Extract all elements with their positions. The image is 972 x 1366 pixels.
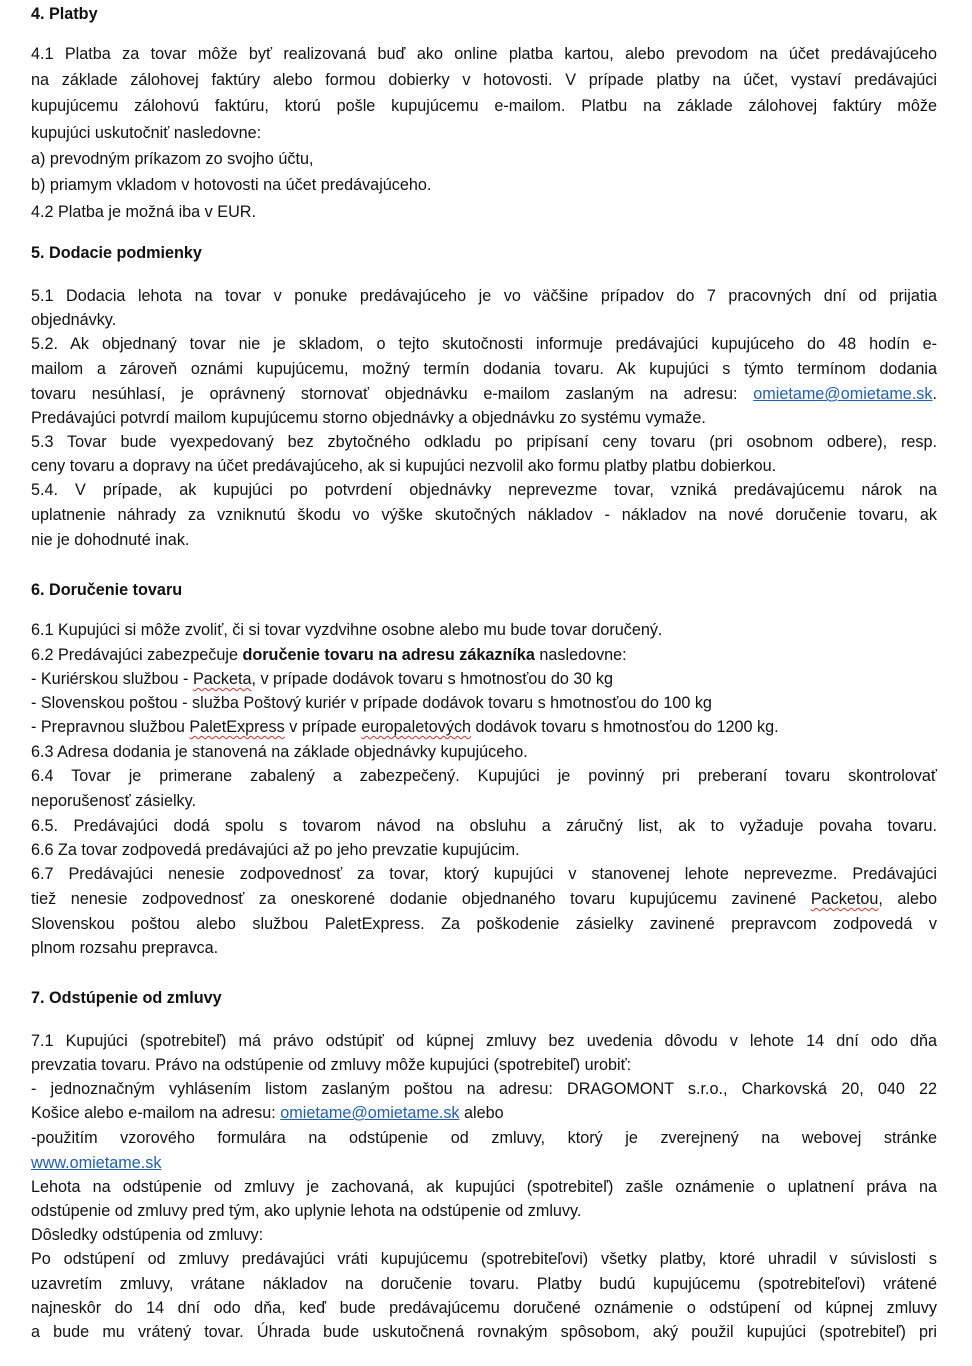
paragraph-line: Dôsledky odstúpenia od zmluvy: [31,1226,264,1244]
text-run: dodávok tovaru s hmotnosťou do 1200 kg. [471,718,779,736]
paragraph-line [31,643,937,667]
text-run: 6.2 Predávajúci zabezpečuje [31,646,243,664]
text-run: nasledovne: [534,646,627,664]
paragraph-line: Predávajúci potvrdí mailom kupujúcemu storno objednávky a objednávku zo systému vymaže. [31,409,706,427]
section-6-heading: 6. Doručenie tovaru [31,581,183,599]
paragraph-line: mailom a zároveň oznámi kupujúcemu, možný termín dodania tovaru. Ak kupujúci s týmto termínom dodania [31,360,937,378]
spellcheck-word: PaletExpress [189,718,285,736]
text-run: - Kuriérskou službou - [31,670,193,688]
paragraph-line: 6.1 Kupujúci si môže zvoliť, či si tovar vyzdvihne osobne alebo mu bude tovar doručený. [31,621,663,639]
bold-text: doručenie tovaru na adresu zákazníka [242,646,535,664]
paragraph-line: b) priamym vkladom v hotovosti na účet predávajúceho. [31,176,432,194]
paragraph-line [31,887,937,911]
paragraph-line: objednávky. [31,311,117,329]
paragraph-line: Slovenskou poštou alebo službou PaletExpress. Za poškodenie zásielky zavinené prepravcom zodpovedá v [31,915,937,933]
paragraph-line: 5.3 Tovar bude vyexpedovaný bez zbytočného odkladu po pripísaní ceny tovaru (pri osobnom odbere), resp. [31,433,937,451]
spellcheck-word: Packetou [810,890,879,908]
paragraph-line: a) prevodným príkazom zo svojho účtu, [31,150,314,168]
email-link[interactable]: omietame@omietame.sk [280,1104,460,1122]
section-7-heading: 7. Odstúpenie od zmluvy [31,989,222,1007]
spellcheck-word: Packeta [192,670,252,688]
spellcheck-word: europaletových [361,718,472,736]
paragraph-line: 6.5. Predávajúci dodá spolu s tovarom návod na obsluhu a záručný list, ak to vyžaduje povaha tovaru. [31,817,937,835]
paragraph-line: neporušenosť zásielky. [31,792,197,810]
paragraph-line: 4.1 Platba za tovar môže byť realizovaná buď ako online platba kartou, alebo prevodom na účet predávajúceho [31,45,937,63]
list-item: - Slovenskou poštou - služba Poštový kuriér v prípade dodávok tovaru s hmotnosťou do 100 kg [31,694,712,712]
paragraph-line: kupujúcemu zálohovú faktúru, ktorú pošle kupujúcemu e-mailom. Platbu na základe zálohovej faktúry môže [31,97,937,115]
paragraph-line: 5.2. Ak objednaný tovar nie je skladom, o tejto skutočnosti informuje predávajúci kupujúceho do 48 hodín e- [31,335,937,353]
section-5-heading: 5. Dodacie podmienky [31,244,202,262]
text-run: . [932,385,937,403]
paragraph-line: 6.3 Adresa dodania je stanovená na základe objednávky kupujúceho. [31,743,528,761]
paragraph-line: Po odstúpení od zmluvy predávajúci vráti kupujúcemu (spotrebiteľovi) všetky platby, ktoré uhradil v súvislosti s [31,1250,937,1268]
paragraph-line: 4.2 Platba je možná iba v EUR. [31,203,256,221]
paragraph-line: najneskôr do 14 dní odo dňa, keď bude predávajúcemu doručené oznámenie o odstúpení od kúpnej zmluvy [31,1299,937,1317]
text-run: , alebo [878,890,937,908]
text-run: , v prípade dodávok tovaru s hmotnosťou do 30 kg [251,670,613,688]
paragraph-line [31,1101,937,1125]
paragraph-line: uplatnenie náhrady za vzniknutú škodu vo výške skutočných nákladov - nákladov na nové doručenie tovaru, ak [31,506,937,524]
paragraph-line: 5.1 Dodacia lehota na tovar v ponuke predávajúceho je vo väčšine prípadov do 7 pracovných dní od prijatia [31,287,937,305]
paragraph-line: 6.7 Predávajúci nenesie zodpovednosť za tovar, ktorý kupujúci v stanovenej lehote neprevezme. Predávajúci [31,865,937,883]
text-run: tovaru nesúhlasí, je oprávnený stornovať objednávku e-mailom zaslaným na adresu: [31,385,754,403]
section-4-heading: 4. Platby [31,5,98,23]
paragraph-line: plnom rozsahu prepravca. [31,939,219,957]
text-run: - Prepravnou službou [31,718,190,736]
paragraph-line: prevzatia tovaru. Právo na odstúpenie od zmluvy môže kupujúci (spotrebiteľ) urobiť: [31,1056,632,1074]
paragraph-line: uzavretím zmluvy, vrátane nákladov na doručenie tovaru. Platby budú kupujúcemu (spotrebiteľovi) vrátené [31,1275,937,1293]
list-item [31,715,937,739]
email-link[interactable]: omietame@omietame.sk [753,385,933,403]
paragraph-line: Lehota na odstúpenie od zmluvy je zachovaná, ak kupujúci (spotrebiteľ) zašle oznámenie o uplatnení práva na [31,1178,937,1196]
list-item [31,667,937,691]
paragraph-line: a bude mu vrátený tovar. Úhrada bude uskutočnená rovnakým spôsobom, aký použil kupujúci (spotrebiteľ) pri [31,1323,937,1341]
website-link[interactable]: www.omietame.sk [31,1154,162,1172]
text-run: v prípade [284,718,362,736]
paragraph-line: ceny tovaru a dopravy na účet predávajúceho, ak si kupujúci nezvolil ako formu platby platbu dobierkou. [31,457,777,475]
paragraph-line [31,382,937,406]
paragraph-line: kupujúci uskutočniť nasledovne: [31,124,262,142]
paragraph-line [31,1151,937,1175]
text-run: alebo [459,1104,504,1122]
paragraph-line: 6.6 Za tovar zodpovedá predávajúci až po jeho prevzatie kupujúcim. [31,841,520,859]
text-run: tiež nenesie zodpovednosť za oneskorené dodanie objednaného tovaru kupujúcemu zavinené [31,890,811,908]
paragraph-line: -použitím vzorového formulára na odstúpenie od zmluvy, ktorý je zverejnený na webovej stránke [31,1129,937,1147]
paragraph-line: 5.4. V prípade, ak kupujúci po potvrdení objednávky neprevezme tovar, vzniká predávajúcemu nárok na [31,481,937,499]
paragraph-line: na základe zálohovej faktúry alebo formou dobierky v hotovosti. V prípade platby na účet, vystaví predávajúci [31,71,937,89]
paragraph-line: 6.4 Tovar je primerane zabalený a zabezpečený. Kupujúci je povinný pri preberaní tovaru skontrolovať [31,767,937,785]
paragraph-line: nie je dohodnuté inak. [31,531,190,549]
paragraph-line: - jednoznačným vyhlásením listom zaslaným poštou na adresu: DRAGOMONT s.r.o., Charkovská 20, 040 22 [31,1080,937,1098]
paragraph-line: odstúpenie od zmluvy pred tým, ako uplynie lehota na odstúpenie od zmluvy. [31,1202,582,1220]
paragraph-line: 7.1 Kupujúci (spotrebiteľ) má právo odstúpiť od kúpnej zmluvy bez uvedenia dôvodu v lehote 14 dní odo dňa [31,1032,937,1050]
text-run: Košice alebo e-mailom na adresu: [31,1104,281,1122]
